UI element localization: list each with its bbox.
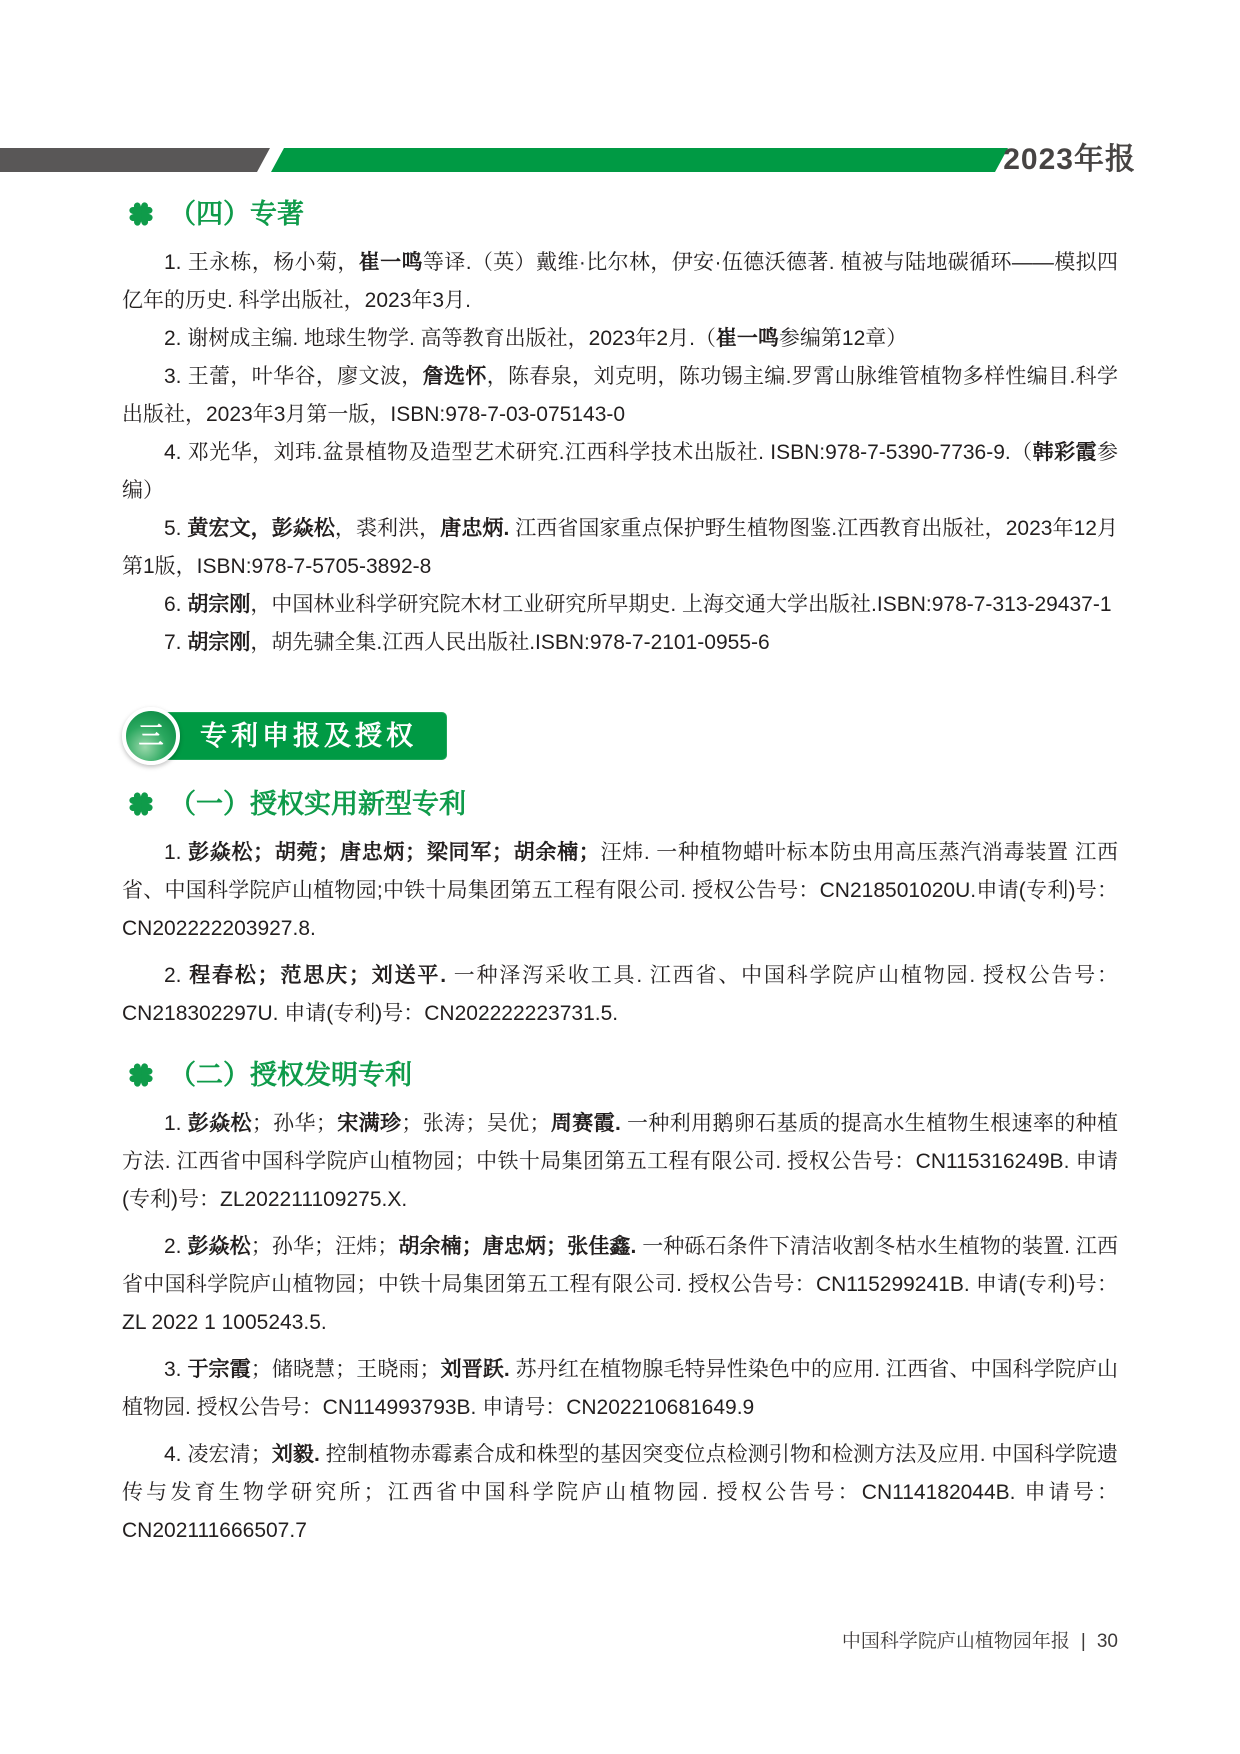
item-text: ，裘利洪， <box>334 517 441 540</box>
item-text: ；孙华； <box>251 1112 337 1135</box>
list-item <box>122 1436 1118 1550</box>
list-item <box>122 510 1118 586</box>
list-item <box>122 586 1118 624</box>
footer-page-number: 30 <box>1096 1631 1118 1652</box>
banner-number-badge <box>122 707 180 765</box>
highlighted-name: 刘毅. <box>271 1443 320 1466</box>
utility-patents-heading-label: （一）授权实用新型专利 <box>169 789 466 819</box>
item-text: 4. 凌宏清； <box>164 1443 272 1466</box>
item-text: ，中国林业科学研究院木材工业研究所早期史. 上海交通大学出版社.ISBN:978-7-313-29437-1 <box>250 593 1112 616</box>
item-text: 2. <box>164 964 190 987</box>
item-text: 2. <box>164 1235 188 1258</box>
item-text: 参编） <box>122 441 1118 502</box>
item-text: 5. <box>164 517 188 540</box>
item-text: 4. 邓光华，刘玮.盆景植物及造型艺术研究.江西科学技术出版社. ISBN:978-7-5390-7736-9.（ <box>164 441 1033 464</box>
highlighted-name: 宋满珍 <box>336 1112 402 1135</box>
header-gray-bar <box>0 148 270 172</box>
list-item <box>122 434 1118 510</box>
footer-report-title: 中国科学院庐山植物园年报 <box>841 1631 1070 1652</box>
invention-patents-heading <box>122 1053 1118 1097</box>
banner-number-label: 三 <box>138 722 164 750</box>
utility-patent-list <box>122 834 1118 1033</box>
list-item <box>122 1228 1118 1342</box>
monograph-list <box>122 244 1118 662</box>
highlighted-name: 韩彩霞 <box>1032 441 1097 464</box>
item-text: 参编第12章） <box>778 327 908 350</box>
highlighted-name: 彭焱松；胡菀；唐忠炳；梁同军；胡余楠； <box>188 841 600 864</box>
list-item <box>122 1351 1118 1427</box>
item-text: 6. <box>164 593 188 616</box>
invention-patent-list <box>122 1105 1118 1550</box>
item-text: 等译.（英）戴维·比尔林，伊安·伍德沃德著. 植被与陆地碳循环——模拟四亿年的历史. 科学出版社，2023年3月. <box>122 251 1118 312</box>
item-text: 一种利用鹅卵石基质的提高水生植物生根速率的种植方法. 江西省中国科学院庐山植物园；中铁十局集团第五工程有限公司. 授权公告号：CN115316249B. 申请(专利)号：ZL202211109275.X. <box>122 1112 1119 1211</box>
highlighted-name: 詹选怀 <box>422 365 487 388</box>
item-text: ；张涛；吴优； <box>401 1112 551 1135</box>
highlighted-name: 周赛霞. <box>550 1112 621 1135</box>
list-item <box>122 834 1118 948</box>
list-item <box>122 244 1118 320</box>
list-item <box>122 320 1118 358</box>
utility-patents-heading <box>122 782 1118 826</box>
item-text: 2. 谢树成主编. 地球生物学. 高等教育出版社，2023年2月.（ <box>164 327 716 350</box>
section-utility-patents <box>122 782 1118 1033</box>
clover-icon <box>122 195 160 233</box>
invention-patents-heading-label: （二）授权发明专利 <box>169 1060 412 1090</box>
highlighted-name: 彭焱松 <box>187 1235 251 1258</box>
item-text: 1. 王永栋，杨小菊， <box>164 251 359 274</box>
item-text: 1. <box>164 841 189 864</box>
page-content <box>122 192 1118 1559</box>
highlighted-name: 于宗霞 <box>187 1358 251 1381</box>
item-text: ，胡先骕全集.江西人民出版社.ISBN:978-7-2101-0955-6 <box>250 631 770 654</box>
highlighted-name: 彭焱松 <box>187 1112 252 1135</box>
clover-icon <box>122 785 160 823</box>
item-text: 一种砾石条件下清洁收割冬枯水生植物的装置. 江西省中国科学院庐山植物园；中铁十局集团第五工程有限公司. 授权公告号：CN115299241B. 申请(专利)号：ZL 2022 1 1005243.5. <box>122 1235 1119 1334</box>
highlighted-name: 胡宗刚 <box>187 631 251 654</box>
highlighted-name: 黄宏文，彭焱松 <box>187 517 335 540</box>
highlighted-name: 程春松；范思庆；刘送平. <box>189 964 447 987</box>
highlighted-name: 崔一鸣 <box>358 251 423 274</box>
header-green-bar <box>271 148 1008 172</box>
section-invention-patents <box>122 1053 1118 1550</box>
patent-banner-title: 专利申报及授权 <box>200 721 417 751</box>
item-text: 3. 王蕾，叶华谷，廖文波， <box>164 365 423 388</box>
highlighted-name: 崔一鸣 <box>715 327 779 350</box>
item-text: 3. <box>164 1358 188 1381</box>
highlighted-name: 刘晋跃. <box>440 1358 510 1381</box>
item-text: 汪炜. 一种植物蜡叶标本防虫用高压蒸汽消毒装置 江西省、中国科学院庐山植物园;中铁十局集团第五工程有限公司. 授权公告号：CN218501020U.申请(专利)号：CN202222203927.8. <box>122 841 1118 940</box>
list-item <box>122 358 1118 434</box>
highlighted-name: 胡余楠；唐忠炳；张佳鑫. <box>398 1235 637 1258</box>
highlighted-name: 胡宗刚 <box>187 593 251 616</box>
section-monographs <box>122 192 1118 662</box>
item-text: 江西省国家重点保护野生植物图鉴.江西教育出版社，2023年12月第1版，ISBN:978-7-5705-3892-8 <box>122 517 1118 578</box>
list-item <box>122 1105 1118 1219</box>
header-year-label: 2023年报 <box>1003 143 1136 176</box>
item-text: 控制植物赤霉素合成和株型的基因突变位点检测引物和检测方法及应用. 中国科学院遗传与发育生物学研究所；江西省中国科学院庐山植物园. 授权公告号：CN114182044B. 申请号：CN202111666507.7 <box>122 1443 1118 1542</box>
item-text: 一种泽泻采收工具. 江西省、中国科学院庐山植物园. 授权公告号：CN218302297U. 申请(专利)号：CN202222223731.5. <box>122 964 1118 1025</box>
list-item <box>122 957 1118 1033</box>
item-text: ，陈春泉，刘克明，陈功锡主编.罗霄山脉维管植物多样性编目.科学出版社，2023年3月第一版，ISBN:978-7-03-075143-0 <box>122 365 1118 426</box>
item-text: 苏丹红在植物腺毛特异性染色中的应用. 江西省、中国科学院庐山植物园. 授权公告号：CN114993793B. 申请号：CN202210681649.9 <box>122 1358 1118 1419</box>
clover-icon <box>122 1056 160 1094</box>
patent-banner-row <box>138 712 1118 760</box>
patent-banner <box>138 712 447 760</box>
item-text: 7. <box>164 631 188 654</box>
monographs-heading <box>122 192 1118 236</box>
highlighted-name: 唐忠炳. <box>440 517 510 540</box>
item-text: ；孙华；汪炜； <box>250 1235 399 1258</box>
monographs-heading-label: （四）专著 <box>169 199 304 229</box>
item-text: ；储晓慧；王晓雨； <box>250 1358 441 1381</box>
item-text: 1. <box>164 1112 188 1135</box>
list-item <box>122 624 1118 662</box>
footer-separator: | <box>1080 1631 1086 1652</box>
page-footer <box>842 1626 1118 1653</box>
